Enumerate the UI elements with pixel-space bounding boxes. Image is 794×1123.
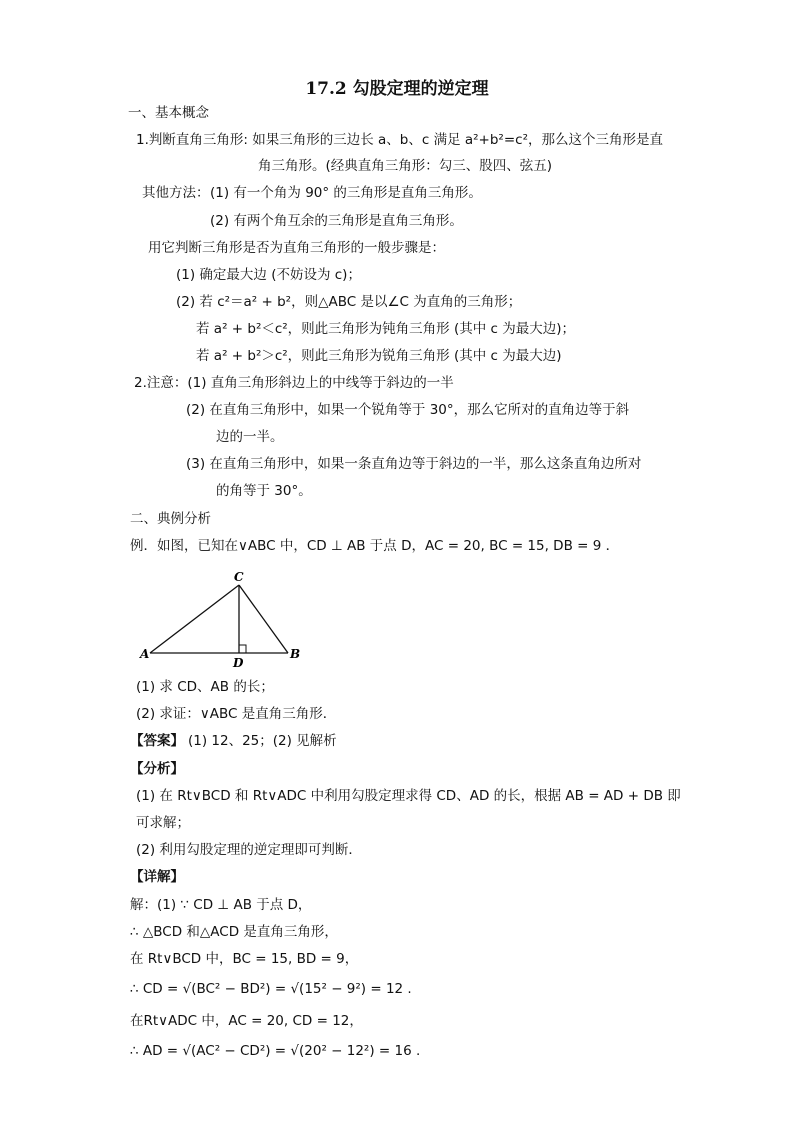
note-2-line2: 边的一半。 [216, 429, 284, 445]
note-1: 2.注意：(1) 直角三角形斜边上的中线等于斜边的一半 [134, 375, 454, 391]
analysis-label: 【分析】 [130, 761, 184, 777]
vertex-label-c: C [234, 570, 244, 584]
other-method-1: (1) 有一个角为 90° 的三角形是直角三角形。 [210, 185, 482, 201]
detail-line3: 在 Rt∨BCD 中，BC = 15, BD = 9， [130, 951, 359, 967]
detail-line4: ∴ CD = √(BC² − BD²) = √(15² − 9²) = 12 . [130, 981, 412, 997]
analysis-line1b: 可求解； [136, 815, 190, 831]
step-1: (1) 确定最大边 (不妨设为 c)； [176, 267, 361, 283]
note-3-line2: 的角等于 30°。 [216, 483, 312, 499]
side-bc [239, 585, 288, 653]
detail-line1: 解：(1) ∵ CD ⊥ AB 于点 D， [130, 897, 312, 913]
step-2: (2) 若 c²＝a² + b²，则△ABC 是以∠C 为直角的三角形； [176, 294, 522, 310]
answer-text: (1) 12、25；(2) 见解析 [188, 733, 337, 749]
note-3-line1: (3) 在直角三角形中，如果一条直角边等于斜边的一半，那么这条直角边所对 [186, 456, 642, 472]
note-2-line1: (2) 在直角三角形中，如果一个锐角等于 30°，那么它所对的直角边等于斜 [186, 402, 630, 418]
other-methods-label: 其他方法： [142, 185, 210, 201]
answer-label: 【答案】 [130, 733, 184, 749]
vertex-label-b: B [290, 647, 301, 661]
section-basic-concepts: 一、基本概念 [128, 105, 209, 121]
detail-line6: ∴ AD = √(AC² − CD²) = √(20² − 12²) = 16 . [130, 1043, 421, 1059]
question-1: (1) 求 CD、AB 的长； [136, 679, 274, 695]
item1-line1: 1.判断直角三角形: 如果三角形的三边长 a、b、c 满足 a²+b²=c²，那么这个三角形是直 [136, 132, 663, 148]
example-statement: 例．如图，已知在∨ABC 中，CD ⊥ AB 于点 D，AC = 20, BC = 15, DB = 9 ． [130, 538, 620, 554]
analysis-line2: (2) 利用勾股定理的逆定理即可判断． [136, 842, 362, 858]
item1-line2: 角三角形。(经典直角三角形：勾三、股四、弦五) [258, 158, 553, 174]
vertex-label-a: A [140, 647, 150, 661]
other-method-2: (2) 有两个角互余的三角形是直角三角形。 [210, 213, 463, 229]
analysis-line1: (1) 在 Rt∨BCD 和 Rt∨ADC 中利用勾股定理求得 CD、AD 的长，根据 AB = AD + DB 即 [136, 788, 681, 804]
section-example-analysis: 二、典例分析 [130, 511, 211, 527]
right-angle-mark [239, 645, 246, 653]
step-4: 若 a² + b²＞c²，则此三角形为锐角三角形 (其中 c 为最大边) [196, 348, 562, 364]
vertex-label-d: D [233, 656, 244, 670]
question-2: (2) 求证：∨ABC 是直角三角形． [136, 706, 337, 722]
page-title: 17.2 勾股定理的逆定理 [305, 79, 489, 99]
detail-line2: ∴ △BCD 和△ACD 是直角三角形， [130, 924, 338, 940]
side-ac [150, 585, 239, 653]
step-3: 若 a² + b²＜c²，则此三角形为钝角三角形 (其中 c 为最大边)； [196, 321, 576, 337]
steps-intro: 用它判断三角形是否为直角三角形的一般步骤是： [148, 240, 445, 256]
detail-line5: 在Rt∨ADC 中，AC = 20, CD = 12， [130, 1013, 363, 1029]
detail-label: 【详解】 [130, 869, 184, 885]
triangle-figure [130, 568, 310, 672]
